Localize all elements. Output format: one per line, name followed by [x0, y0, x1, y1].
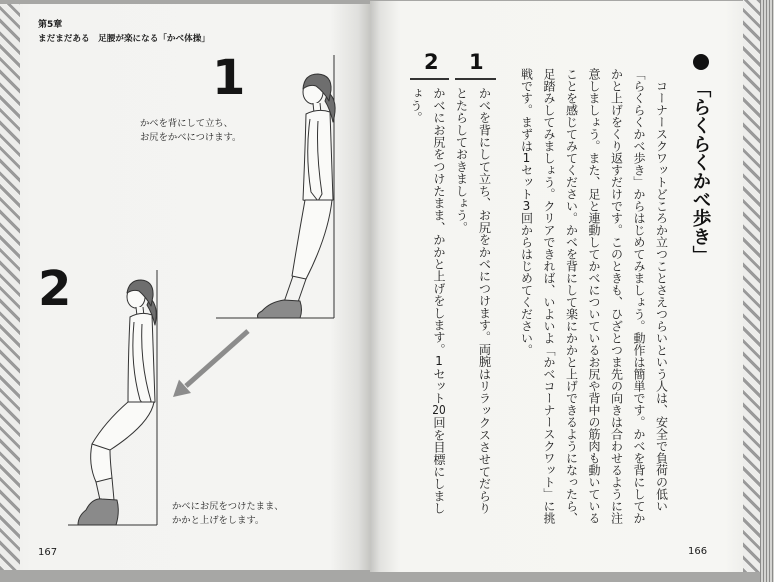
page-edge-stripes: [743, 0, 760, 572]
woman-heel-raise-against-wall-icon: [68, 270, 157, 525]
upright-number: 1: [522, 152, 531, 164]
step2-text: [404, 87, 450, 537]
chapter-label: 第5章: [38, 20, 63, 30]
step1-caption-line: お尻をかべにつけます。: [140, 132, 242, 143]
body-line: 足踏みしてみましょう。クリアできれば、いよいよ「かべコーナースクワット」に挑: [542, 68, 556, 524]
page-number: 167: [38, 547, 58, 558]
arrow-down-left-icon: [173, 331, 248, 397]
step1-caption: [140, 117, 241, 145]
figure1-shoes: [258, 300, 302, 318]
step2-caption: [172, 500, 284, 528]
step1-heading-number: 1: [469, 50, 484, 74]
right-page: [370, 1, 743, 572]
body-line: 意しましょう。また、足と連動してかべについているお尻や背中の筋肉も動いている: [587, 68, 601, 524]
step2-rule: [410, 78, 449, 80]
page-number: 166: [688, 546, 708, 557]
step1-caption-line: かべを背にして立ち、: [140, 118, 233, 129]
step1-line: かべを背にして立ち、お尻をかべにつけます。両腕はリラックスさせてだらり: [477, 87, 492, 514]
figure2-thighs: [92, 402, 154, 451]
figure2-lower-pants: [91, 444, 112, 482]
body-line: コーナースクワットどころか立つことさえつらいという人は、安全で負荷の低い: [654, 80, 669, 512]
step2-line: ょう。: [409, 87, 423, 124]
body-paragraph: [515, 68, 673, 538]
step2-caption-line: かべにお尻をつけたまま、: [172, 501, 284, 512]
chapter-title: まだまだある 足腰が楽になる「かべ体操」: [38, 34, 210, 44]
left-page: [0, 4, 370, 570]
step2-number: 2: [38, 261, 72, 317]
upright-number: 1: [435, 355, 443, 368]
figure1-calves: [284, 276, 306, 302]
section-heading: 「らくらくかべ歩き」: [690, 79, 711, 264]
upright-number: 20: [432, 404, 446, 417]
step1-rule: [455, 78, 496, 80]
black-circle-icon: [693, 54, 709, 70]
book-page-edges: [760, 0, 774, 582]
body-line: 「らくらくかべ歩き」からはじめてみましょう。動作は簡単です。かべを背にしてか: [632, 68, 646, 524]
body-line: ことを感じてみてください。かべを背にして楽にかかと上げできるようになったら、: [564, 68, 579, 524]
step2-heading-number: 2: [424, 50, 439, 74]
figure1-pants: [292, 200, 332, 279]
figure2-shoes: [78, 499, 118, 525]
upright-number: 3: [522, 200, 531, 212]
body-line: かと上げをくり返すだけです。このときも、ひざとつま先の向きは合わせるように注: [609, 68, 624, 524]
step2-line: かべにお尻をつけたまま、かかと上げをします。1セット20回を目標にしまし: [432, 87, 446, 515]
step1-line: とたらしておきましょう。: [454, 87, 469, 234]
step1-number: 1: [212, 50, 246, 106]
step2-caption-line: かかと上げをします。: [172, 515, 265, 526]
step1-text: [450, 87, 496, 537]
body-line: 戦です。まずは1セット3回からはじめてください。: [519, 68, 534, 356]
arrow-shaft: [186, 331, 248, 386]
